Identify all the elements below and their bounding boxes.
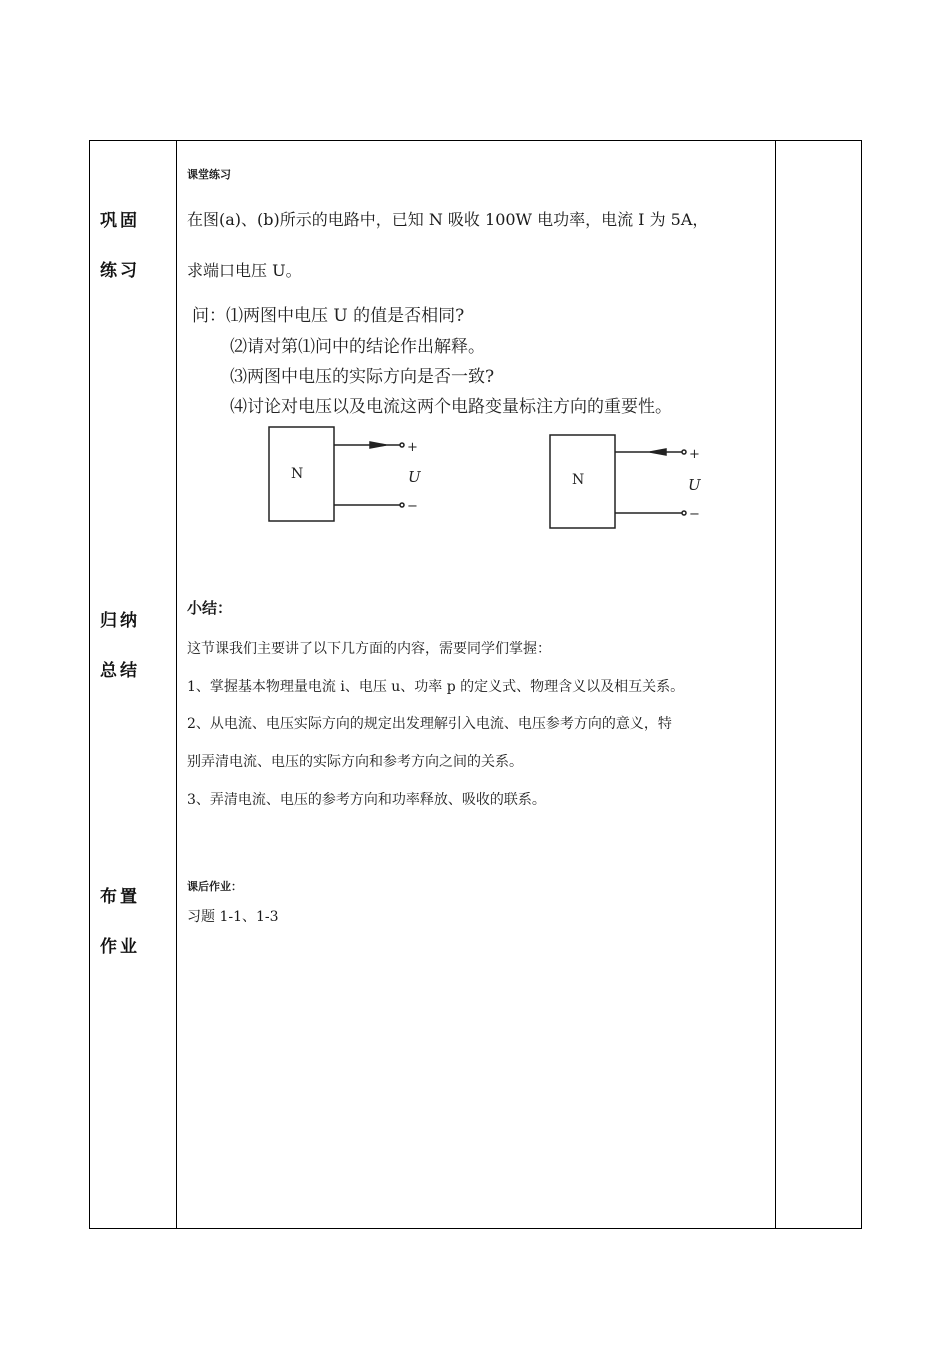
practice-heading: 课堂练习 [187, 168, 231, 181]
label-homework-1: 布置 [100, 887, 140, 907]
summary-intro: 这节课我们主要讲了以下几方面的内容，需要同学们掌握： [187, 641, 551, 657]
circuit-a-minus-terminal [400, 503, 404, 507]
circuit-b-minus-terminal [682, 511, 686, 515]
summary-item-2a: 2、从电流、电压实际方向的规定出发理解引入电流、电压参考方向的意义，特 [187, 716, 672, 732]
label-consolidate-1: 巩固 [100, 211, 140, 231]
circuit-a-voltage-label: U [408, 468, 421, 486]
circuit-b [550, 435, 686, 528]
circuit-a-current-arrow-icon [370, 442, 386, 448]
summary-item-1: 1、掌握基本物理量电流 i、电压 u、功率 p 的定义式、物理含义以及相互关系。 [187, 679, 685, 695]
circuit-b-box-label: N [572, 472, 585, 488]
label-summary-1: 归纳 [100, 611, 140, 631]
label-homework-2: 作业 [100, 937, 140, 957]
question-2: ⑵请对第⑴问中的结论作出解释。 [230, 337, 485, 357]
summary-heading: 小结： [187, 599, 233, 617]
summary-item-3: 3、弄清电流、电压的参考方向和功率释放、吸收的联系。 [187, 792, 546, 808]
label-consolidate-2: 练习 [100, 261, 140, 281]
label-summary-2: 总结 [100, 661, 140, 681]
homework-heading: 课后作业： [187, 880, 242, 893]
circuit-b-plus-terminal [682, 450, 686, 454]
circuit-a-minus-label: − [407, 499, 418, 514]
circuit-a [269, 427, 404, 521]
question-3: ⑶两图中电压的实际方向是否一致? [230, 367, 495, 387]
circuit-b-current-arrow-icon [650, 449, 666, 455]
circuit-b-voltage-label: U [688, 476, 701, 494]
circuit-a-box-label: N [291, 466, 304, 482]
practice-line-2: 求端口电压 U。 [187, 261, 302, 280]
circuit-a-plus-terminal [400, 443, 404, 447]
circuit-b-minus-label: − [689, 507, 700, 522]
question-1: 问：⑴两图中电压 U 的值是否相同? [192, 306, 465, 326]
question-4: ⑷讨论对电压以及电流这两个电路变量标注方向的重要性。 [230, 397, 672, 417]
homework-content: 习题 1-1、1-3 [187, 909, 279, 925]
circuit-b-plus-label: + [689, 447, 700, 462]
circuit-a-plus-label: + [407, 440, 418, 455]
practice-line-1: 在图(a)、(b)所示的电路中，已知 N 吸收 100W 电功率，电流 I 为 5A， [187, 210, 709, 229]
summary-item-2b: 别弄清电流、电压的实际方向和参考方向之间的关系。 [187, 754, 523, 770]
